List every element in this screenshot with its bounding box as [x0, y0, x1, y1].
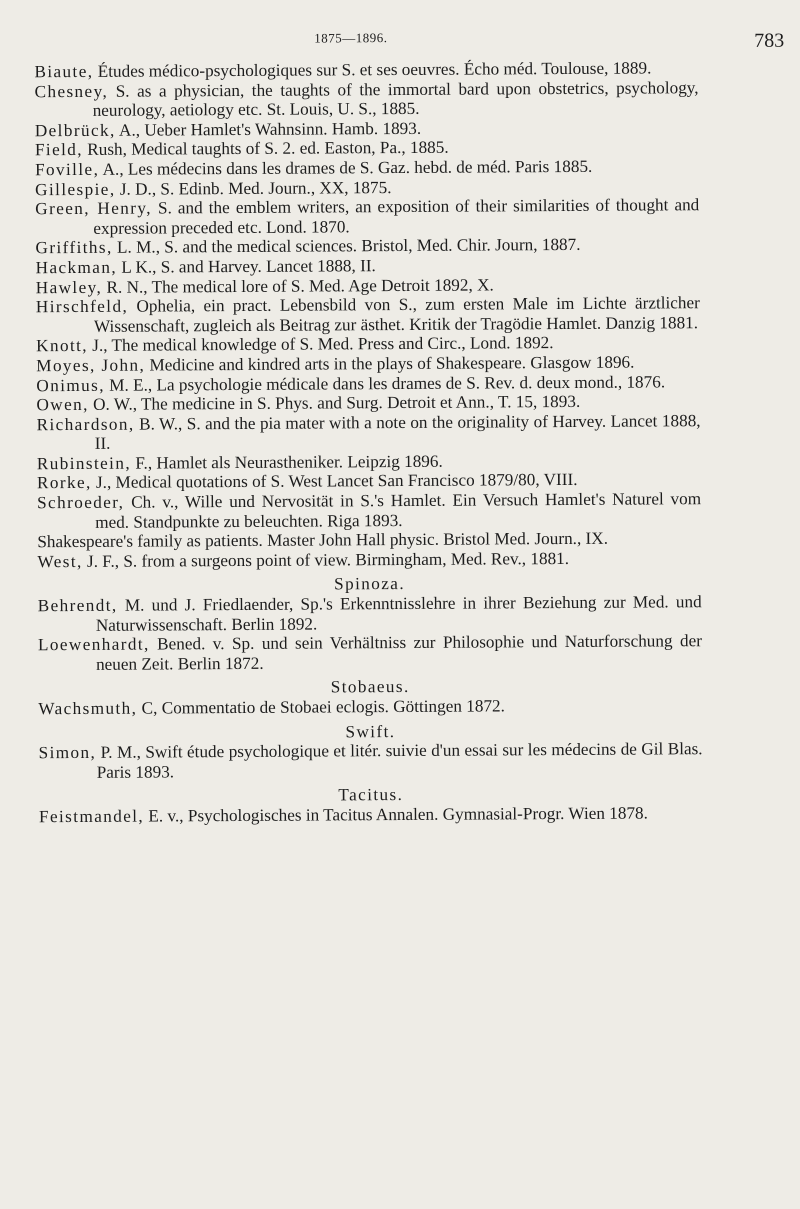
- entry-text: F., Hamlet als Neurastheniker. Leipzig 1896.: [130, 451, 443, 473]
- entry-author: Rorke,: [36, 473, 92, 493]
- section-heading: Tacitus.: [338, 785, 404, 805]
- entry-text: J. D., S. Edinb. Med. Journ., XX, 1875.: [115, 177, 392, 199]
- entry-author: Onimus,: [36, 375, 105, 395]
- entry-author: Owen,: [36, 395, 89, 415]
- entry-text: J. F., S. from a surgeons point of view. Birmingham, Med. Rev., 1881.: [82, 548, 570, 571]
- page-number: 783: [754, 29, 785, 52]
- bibliography-entry: [37, 548, 701, 572]
- entry-author: Green, Henry,: [35, 198, 152, 219]
- entry-text: A., Ueber Hamlet's Wahnsinn. Hamb. 1893.: [115, 118, 422, 140]
- entry-author: Simon,: [38, 743, 97, 763]
- entry-author: Delbrück,: [34, 120, 116, 141]
- entry-author: West,: [37, 551, 83, 572]
- bibliography-entry: [36, 372, 700, 396]
- entry-author: Wachsmuth,: [38, 698, 138, 719]
- bibliography-entry: [39, 803, 703, 827]
- bibliography-entry: [39, 739, 703, 782]
- entry-author: Field,: [34, 140, 83, 160]
- entry-text: M. E., La psychologie médicale dans les drames de S. Rev. d. deux mond., 1876.: [104, 371, 666, 395]
- bibliography-entry: [37, 489, 701, 532]
- bibliography-entry: [35, 195, 699, 238]
- bibliography: [34, 58, 703, 827]
- entry-text: Ch. v., Wille und Nervosität in S.'s Hamlet. Ein Versuch Hamlet's Naturel vom med. Standpunkte zu beleuchten. Riga 1893.: [95, 489, 702, 532]
- entry-author: Schroeder,: [37, 492, 125, 513]
- section-heading: Spinoza.: [334, 574, 406, 594]
- bibliography-entry: [38, 695, 702, 719]
- entry-author: Richardson,: [36, 414, 135, 434]
- entry-text: M. und J. Friedlaender, Sp.'s Erkenntnisslehre in ihrer Beziehung zur Med. und Naturwissenschaft. Berlin 1892.: [95, 592, 702, 635]
- entry-text: Études médico-psychologiques sur S. et ses oeuvres. Écho méd. Toulouse, 1889.: [93, 58, 652, 81]
- bibliography-entry: [37, 528, 701, 552]
- running-head: [34, 24, 785, 62]
- entry-text: C, Commentatio de Stobaei eclogis. Göttingen 1872.: [137, 696, 505, 718]
- section-heading: Swift.: [345, 721, 396, 741]
- entry-author: Foville,: [34, 159, 100, 180]
- bibliography-entry: [37, 411, 701, 454]
- entry-text: S. and the emblem writers, an exposition of their similarities of thought and expression preceded etc. Lond. 1870.: [93, 195, 700, 238]
- entry-author: Chesney,: [34, 81, 109, 101]
- entry-text: B. W., S. and the pia mater with a note on the originality of Harvey. Lancet 1888, II.: [94, 410, 701, 454]
- bibliography-entry: [38, 592, 702, 635]
- entry-text: P. M., Swift étude psychologique et litér. suivie d'un essai sur les médecins de Gil Blas. Paris 1893.: [96, 739, 703, 782]
- entry-text: A., Les médecins dans les drames de S. Gaz. hebd. de méd. Paris 1885.: [99, 156, 593, 179]
- entry-author: Gillespie,: [35, 179, 116, 199]
- section-heading: Stobaeus.: [330, 677, 410, 697]
- entry-author: Loewenhardt,: [37, 634, 150, 655]
- entry-text: Bened. v. Sp. und sein Verhältniss zur Philosophie und Naturforschung der neuen Zeit. Berlin 1872.: [95, 631, 702, 674]
- running-head-years: 1875—1896.: [314, 30, 388, 46]
- entry-text: Rush, Medical taughts of S. 2. ed. Easton, Pa., 1885.: [82, 138, 449, 160]
- entry-text: O. W., The medicine in S. Phys. and Surg. Detroit et Ann., T. 15, 1893.: [88, 392, 581, 415]
- bibliography-entry: [38, 631, 702, 674]
- entry-author: Hackman,: [35, 257, 118, 278]
- entry-text: R. N., The medical lore of S. Med. Age Detroit 1892, X.: [102, 274, 494, 297]
- entry-text: J., Medical quotations of S. West Lancet San Francisco 1879/80, VIII.: [91, 470, 578, 493]
- entry-author: Biaute,: [34, 61, 94, 82]
- entry-author: Moyes, John,: [36, 355, 146, 376]
- entry-text: Ophelia, ein pract. Lebensbild von S., zum ersten Male im Lichte ärztlicher Wissenschaft, zugleich als Beitrag zur ästhet. Kritik der Tragödie Hamlet. Danzig 1881.: [93, 293, 700, 336]
- entry-text: L. M., S. and the medical sciences. Bristol, Med. Chir. Journ, 1887.: [112, 235, 581, 258]
- entry-text: S. as a physician, the taughts of the immortal bard upon obstetrics, psychology, neurology, aetiology etc. St. Louis, U. S., 1885.: [92, 77, 699, 121]
- entry-author: Hawley,: [35, 277, 103, 297]
- bibliography-entry: [34, 78, 698, 121]
- entry-text: J., The medical knowledge of S. Med. Press and Circ., Lond. 1892.: [87, 333, 554, 356]
- entry-text: E. v., Psychologisches in Tacitus Annalen. Gymnasial-Progr. Wien 1878.: [144, 803, 648, 826]
- bibliography-entry: [36, 293, 700, 336]
- entry-author: Knott,: [36, 336, 89, 356]
- entry-text: L K., S. and Harvey. Lancet 1888, II.: [116, 256, 376, 277]
- entry-text: Medicine and kindred arts in the plays of Shakespeare. Glasgow 1896.: [145, 352, 635, 375]
- entry-text: Shakespeare's family as patients. Master John Hall physic. Bristol Med. Journ., IX.: [37, 528, 609, 552]
- entry-author: Rubinstein,: [36, 453, 132, 474]
- entry-author: Feistmandel,: [38, 806, 145, 827]
- entry-author: Behrendt,: [37, 595, 118, 616]
- entry-author: Hirschfeld,: [35, 296, 129, 317]
- entry-author: Griffiths,: [35, 238, 113, 258]
